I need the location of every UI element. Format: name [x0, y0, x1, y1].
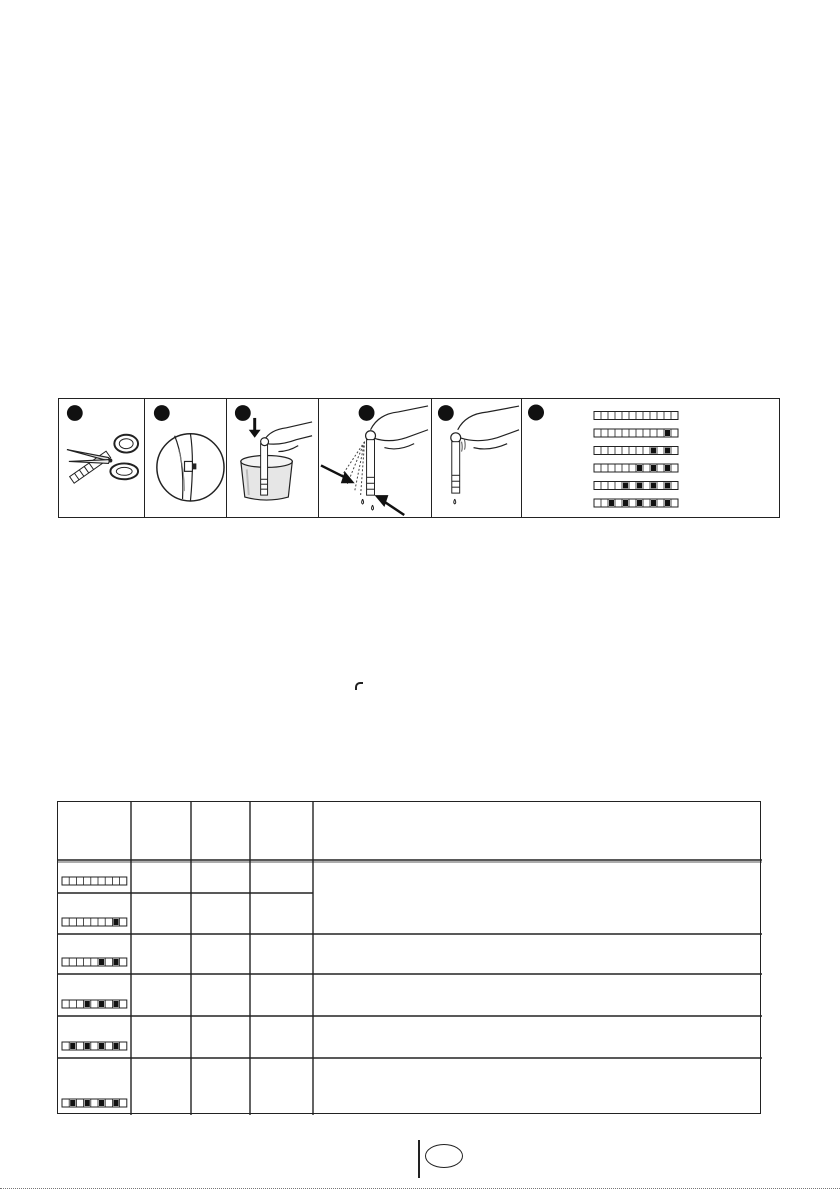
result-strip-5 — [594, 499, 678, 507]
result-scale-icon — [522, 399, 779, 517]
corner-mark-icon — [355, 682, 363, 690]
scissors-icon — [59, 399, 144, 517]
panel-hold — [145, 399, 227, 517]
result-strip-0 — [594, 412, 678, 420]
result-strip-4 — [594, 482, 678, 490]
panel-shake — [319, 399, 432, 517]
table-row-strip-3 — [62, 1000, 127, 1008]
language-badge — [425, 1144, 463, 1168]
panel-cut — [59, 399, 145, 517]
test-strip-instructions — [58, 398, 780, 518]
panel-wait — [432, 399, 522, 517]
table-row-strip-0 — [62, 877, 127, 885]
shake-hand-icon — [319, 399, 431, 517]
hardness-table — [57, 801, 761, 1114]
hardness-table-grid — [58, 802, 762, 1115]
footer-divider — [418, 1140, 420, 1178]
result-strip-2 — [594, 447, 678, 455]
bottom-edge — [0, 1188, 840, 1189]
panel-result — [522, 399, 779, 517]
result-strip-1 — [594, 429, 678, 437]
table-row-strip-2 — [62, 958, 127, 966]
table-row-strip-4 — [62, 1042, 127, 1050]
table-row-strip-5 — [62, 1099, 127, 1107]
table-row-strip-1 — [62, 918, 127, 926]
dip-in-glass-icon — [227, 399, 318, 517]
panel-dip — [227, 399, 319, 517]
hold-strip-icon — [432, 399, 521, 517]
result-strip-3 — [594, 464, 678, 472]
water-stream-icon — [145, 399, 226, 517]
